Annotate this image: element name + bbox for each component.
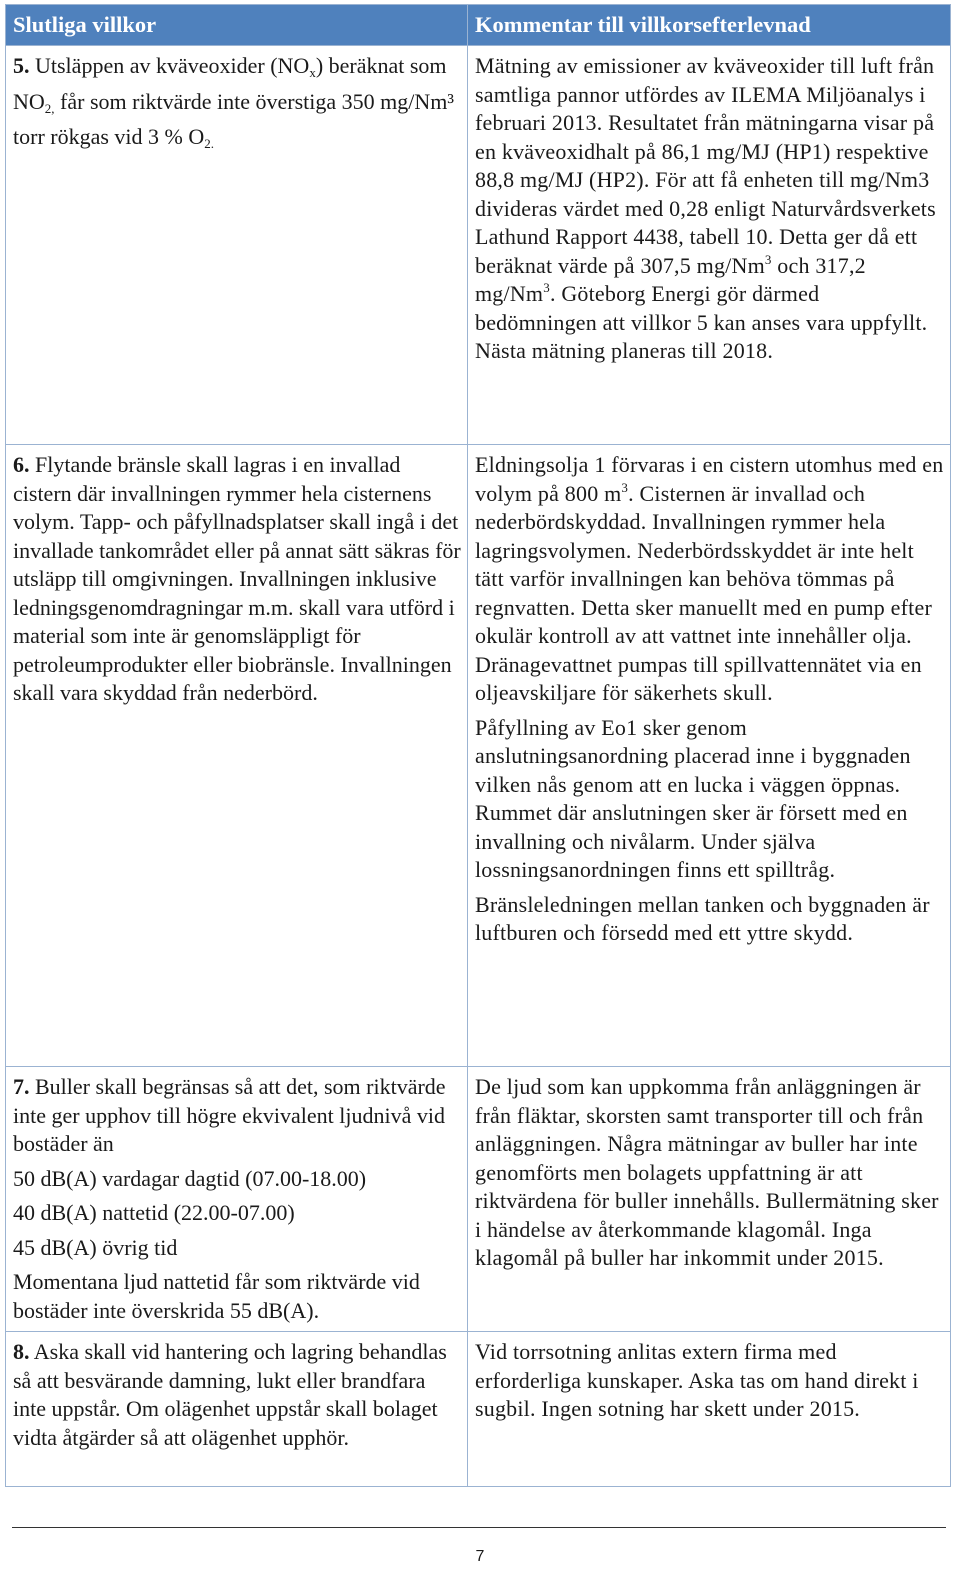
header-compliance-comment: Kommentar till villkorsefterlevnad — [468, 5, 951, 46]
table-row — [6, 1067, 951, 1332]
comment-text: Mätning av emissioner av kväveoxider till luft från samtliga pannor utfördes av ILEMA Miljöanalys i februari 2013. Resultatet från mätningarna visar på en kväveoxidhalt på 86,1 mg/MJ (HP1) respektive 88,8 mg/MJ (HP2). För att få enheten till mg/Nm3 divideras värdet med 0,28 enligt Naturvårdsverkets Lathund Rapport 4438, tabell 10. Detta ger då ett beräknat värde på 307,5 mg/Nm$^3$ och 317,2 mg/Nm$^3$. Göteborg Energi gör därmed bedömningen att villkor 5 kan anses vara uppfyllt. Nästa mätning planeras till 2018. — [475, 53, 936, 363]
condition-cell — [6, 445, 468, 1067]
condition-cell — [6, 46, 468, 445]
table-row — [6, 445, 951, 1067]
comment-text: Vid torrsotning anlitas extern firma med erforderliga kunskaper. Aska tas om hand direkt i sugbil. Ingen sotning har skett under 2015. — [475, 1339, 919, 1421]
condition-number: 8. — [13, 1339, 30, 1364]
condition-number: 6. — [13, 452, 30, 477]
condition-cell — [6, 1067, 468, 1332]
comment-text: Påfyllning av Eo1 sker genom anslutningsanordning placerad inne i byggnaden vilken nås genom att en lucka i väggen öppnas. Rummet där anslutningen sker är försett med en invallning och nivålarm. Under själva lossningsanordningen finns ett spilltråg. — [475, 714, 911, 882]
comment-text: De ljud som kan uppkomma från anläggningen är från fläktar, skorsten samt transporter till och från anläggningen. Några mätningar av buller har inte genomförts men bolagets uppfattning är att riktvärdena för buller innehålls. Bullermätning sker i händelse av återkommande klagomål. Inga klagomål på buller har inkommit under 2015. — [475, 1074, 939, 1270]
condition-text: 7. Buller skall begränsas så att det, som riktvärde inte ger upphov till högre ekvivalent ljudnivå vid bostäder än — [13, 1074, 446, 1156]
noise-limit-day: 50 dB(A) vardagar dagtid (07.00-18.00) — [13, 1165, 367, 1191]
noise-limit-momentary: Momentana ljud nattetid får som riktvärde vid bostäder inte överskrida 55 dB(A). — [13, 1269, 420, 1323]
condition-text: 8. Aska skall vid hantering och lagring behandlas så att besvärande damning, lukt eller brandfara inte uppstår. Om olägenhet uppstår skall bolaget vidta åtgärder så att olägenhet upphör. — [13, 1339, 447, 1450]
table-header-row — [6, 5, 951, 46]
comment-cell — [468, 445, 951, 1067]
conditions-table — [5, 4, 951, 1487]
page-number: 7 — [475, 1548, 485, 1565]
header-final-conditions: Slutliga villkor — [6, 5, 468, 46]
table-row — [6, 46, 951, 445]
condition-text: 6. Flytande bränsle skall lagras i en invallad cistern där invallningen rymmer hela cisternens volym. Tapp- och påfyllnadsplatser skall ingå i det invallade tankområdet eller på annat sätt säkras för utsläpp till omgivningen. Invallningen inklusive ledningsgenomdragningar m.m. skall vara utförd i material som inte är genomsläppligt för petroleumprodukter eller biobränsle. Invallningen skall vara skyddad från nederbörd. — [13, 452, 461, 705]
noise-limit-night: 40 dB(A) nattetid (22.00-07.00) — [13, 1200, 295, 1225]
comment-cell — [468, 46, 951, 445]
condition-text: 5. Utsläppen av kväveoxider $(NO_x)$ beräknat som $NO_{2,}$ får som riktvärde inte överstiga 350 mg/Nm³ torr rökgas vid 3 % $O_{2.}$ — [13, 53, 454, 151]
comment-cell — [468, 1332, 951, 1487]
comment-cell — [468, 1067, 951, 1332]
comment-text: Bränsleledningen mellan tanken och byggnaden är luftburen och försedd med ett yttre skydd. — [475, 891, 930, 945]
noise-limit-other: 45 dB(A) övrig tid — [13, 1234, 178, 1260]
comment-text: Eldningsolja 1 förvaras i en cistern utomhus med en volym på 800 $m^3$. Cisternen är invallad och nederbördskyddad. Invallningen rymmer hela lagringsvolymen. Nederbördsskyddet är inte helt tätt varför invallningen kan behöva tömmas på regnvatten. Detta sker manuellt med en pump efter okulär kontroll av att vattnet inte innehåller olja. Dränagevattnet pumpas till spillvattennätet via en oljeavskiljare för säkerhets skull. — [475, 452, 944, 705]
condition-cell — [6, 1332, 468, 1487]
condition-number: 5. — [13, 53, 30, 78]
footer-divider — [12, 1527, 946, 1528]
condition-number: 7. — [13, 1074, 30, 1099]
table-row — [6, 1332, 951, 1487]
